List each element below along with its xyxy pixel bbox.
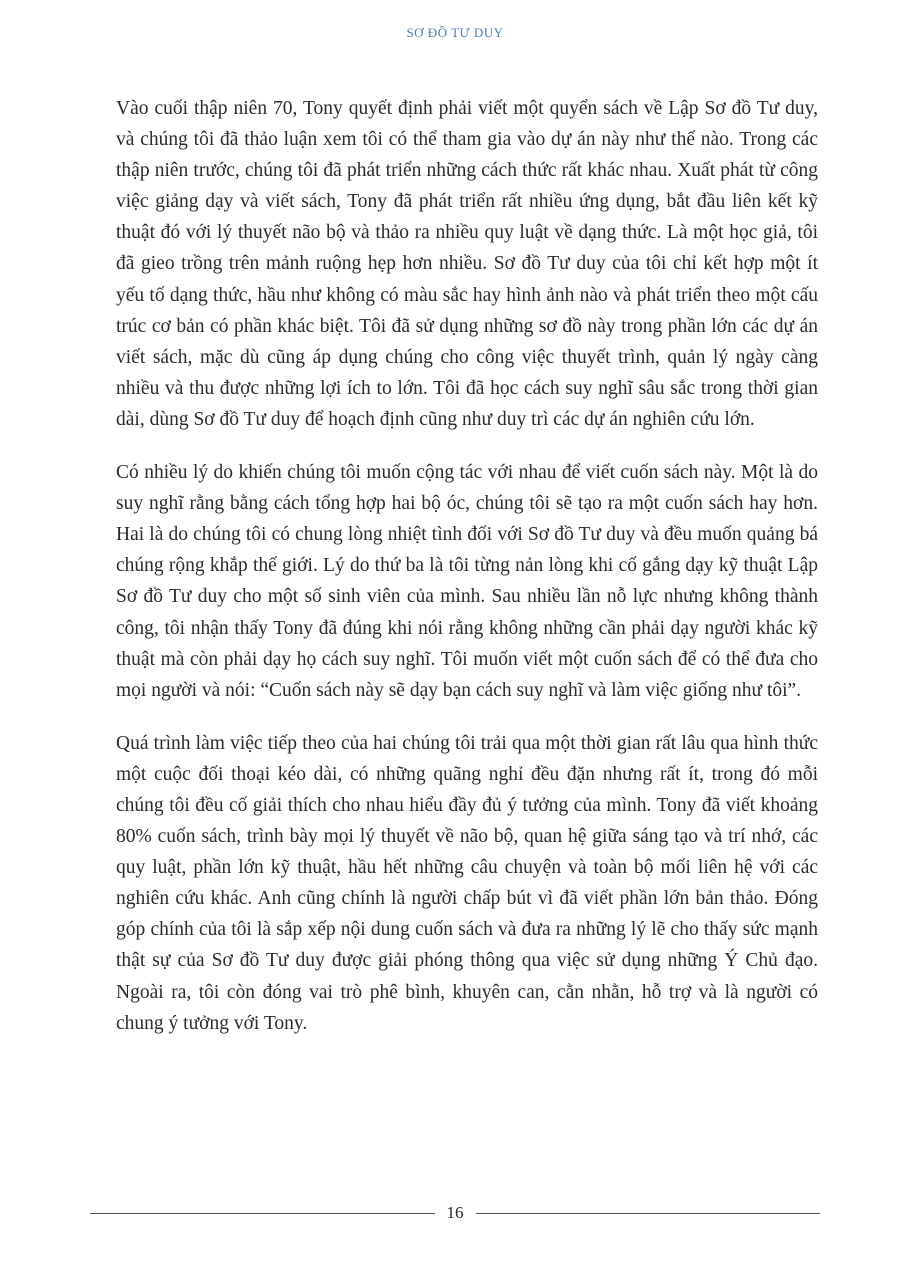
page-number: 16 [446,1203,464,1222]
running-header: SƠ ĐỒ TƯ DUY [406,25,504,40]
paragraph-1: Vào cuối thập niên 70, Tony quyết định phải viết một quyển sách về Lập Sơ đồ Tư duy, và chúng tôi đã thảo luận xem tôi có thể tham gia vào dự án này như thế nào. Trong các thập niên trước, chúng tôi đã phát triển những cách thức rất khác nhau. Xuất phát từ công việc giảng dạy và viết sách, Tony đã phát triển rất nhiều ứng dụng, bắt đầu liên kết kỹ thuật đó với lý thuyết não bộ và thảo ra nhiều quy luật về dạng thức. Là một học giả, tôi đã gieo trồng trên mảnh ruộng hẹp hơn nhiều. Sơ đồ Tư duy của tôi chỉ kết hợp một ít yếu tố dạng thức, hầu như không có màu sắc hay hình ảnh nào và phát triển theo một cấu trúc cơ bản có phần khác biệt. Tôi đã sử dụng những sơ đồ này trong phần lớn các dự án viết sách, mặc dù cũng áp dụng chúng cho công việc thuyết trình, quản lý ngày càng nhiều và thu được những lợi ích to lớn. Tôi đã học cách suy nghĩ sâu sắc trong thời gian dài, dùng Sơ đồ Tư duy để hoạch định cũng như duy trì các dự án nghiên cứu lớn. [116,98,818,430]
footer-rule-left [90,1213,435,1214]
footer-rule-right [476,1213,821,1214]
body-text [116,93,818,1061]
paragraph-3: Quá trình làm việc tiếp theo của hai chúng tôi trải qua một thời gian rất lâu qua hình thức một cuộc đối thoại kéo dài, có những quãng nghỉ đều đặn nhưng rất ít, trong đó mỗi chúng tôi đều cố giải thích cho nhau hiểu đầy đủ ý tưởng của mình. Tony đã viết khoảng 80% cuốn sách, trình bày mọi lý thuyết về não bộ, quan hệ giữa sáng tạo và trí nhớ, các quy luật, phần lớn kỹ thuật, hầu hết những câu chuyện và toàn bộ mối liên hệ với các nghiên cứu khác. Anh cũng chính là người chấp bút vì đã viết phần lớn bản thảo. Đóng góp chính của tôi là sắp xếp nội dung cuốn sách và đưa ra những lý lẽ cho thấy sức mạnh thật sự của Sơ đồ Tư duy được giải phóng thông qua việc sử dụng những Ý Chủ đạo. Ngoài ra, tôi còn đóng vai trò phê bình, khuyên can, cằn nhằn, hỗ trợ và là người có chung ý tưởng với Tony. [116,732,818,1034]
paragraph-2: Có nhiều lý do khiến chúng tôi muốn cộng tác với nhau để viết cuốn sách này. Một là do suy nghĩ rằng bằng cách tổng hợp hai bộ óc, chúng tôi sẽ tạo ra một cuốn sách hay hơn. Hai là do chúng tôi có chung lòng nhiệt tình đối với Sơ đồ Tư duy và đều muốn quảng bá chúng rộng khắp thế giới. Lý do thứ ba là tôi từng nản lòng khi cố gắng dạy kỹ thuật Lập Sơ đồ Tư duy cho một số sinh viên của mình. Sau nhiều lần nỗ lực nhưng không thành công, tôi nhận thấy Tony đã đúng khi nói rằng không những cần phải dạy người khác kỹ thuật mà còn phải dạy họ cách suy nghĩ. Tôi muốn viết một cuốn sách để có thể đưa cho mọi người và nói: “Cuốn sách này sẽ dạy bạn cách suy nghĩ và làm việc giống như tôi”. [116,462,818,701]
page-footer [90,1203,820,1223]
